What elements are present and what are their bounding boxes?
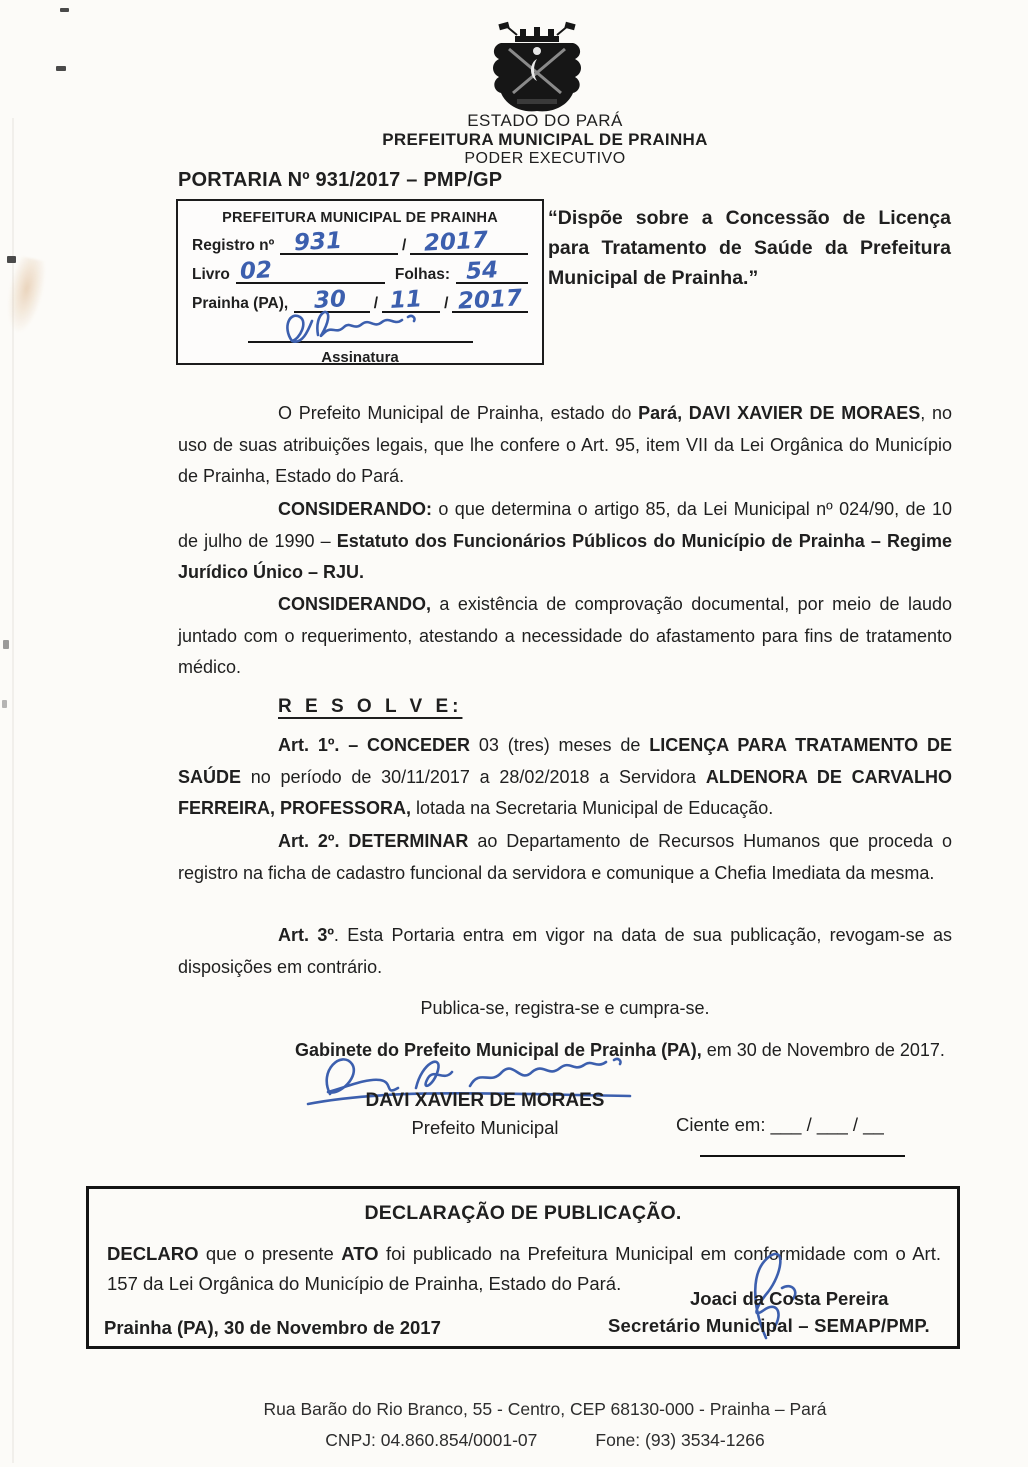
footer-address: Rua Barão do Rio Branco, 55 - Centro, CEP 68130-000 - Prainha – Pará (263, 1399, 827, 1419)
ciente-em-field: Ciente em: ___ / ___ / __ (676, 1114, 884, 1135)
registro-number-handwritten: 931 (293, 227, 343, 257)
stamp-signature-handwriting (278, 301, 428, 345)
stamp-signature-line (248, 315, 473, 343)
livro-handwritten: 02 (239, 257, 273, 285)
ciente-signature-line (700, 1155, 905, 1157)
document-title: PORTARIA Nº 931/2017 – PMP/GP (178, 169, 503, 191)
epigraph: “Dispõe sobre a Concessão de Licença para Tratamento de Saúde da Prefeitura Municipal de Prainha.” (548, 207, 951, 289)
page-footer (60, 1394, 1028, 1456)
footer-phone: Fone: (93) 3534-1266 (595, 1430, 765, 1450)
paragraph-considerando-1: CONSIDERANDO: o que determina o artigo 85, da Lei Municipal nº 024/90, de 10 de julho de 1990 – Estatuto dos Funcionários Públicos do Município de Prainha – Regime Jurídico Único – RJU. (178, 499, 953, 582)
paragraph-art-2: Art. 2º. DETERMINAR ao Departamento de Recursos Humanos que proceda o registro na ficha de cadastro funcional da servidora e comunique a Chefia Imediata da mesma. (178, 831, 952, 883)
coat-of-arms-icon (487, 21, 587, 113)
footer-contact-row (60, 1425, 1028, 1456)
letterhead-state: ESTADO DO PARÁ (467, 111, 623, 130)
paper-stain (0, 255, 49, 336)
assinatura-label: Assinatura (321, 349, 399, 366)
scan-speck (3, 640, 9, 649)
livro-label: Livro (192, 266, 230, 283)
stamp-title: PREFEITURA MUNICIPAL DE PRAINHA (222, 210, 498, 226)
declaration-text: DECLARO que o presente ATO foi publicado na Prefeitura Municipal em conformidade com o Art. 157 da Lei Orgânica do Município de Prainha, Estado do Pará. (107, 1243, 941, 1294)
stamp-row-registro (192, 226, 528, 255)
registro-separator: / (402, 237, 407, 254)
letterhead (60, 111, 1028, 168)
date-month-handwritten: 11 (389, 286, 423, 314)
registro-year-field (410, 229, 528, 255)
stamp-place-label: Prainha (PA), (192, 295, 289, 312)
secretary-role: Secretário Municipal – SEMAP/PMP. (608, 1315, 930, 1336)
registration-stamp-box (176, 199, 544, 365)
registro-number-field (280, 229, 398, 255)
mayor-name: DAVI XAVIER DE MORAES (365, 1090, 605, 1111)
declaration-title: DECLARAÇÃO DE PUBLICAÇÃO. (364, 1202, 682, 1224)
resolve-heading: R E S O L V E: (278, 696, 463, 717)
date-year-field (452, 287, 528, 313)
livro-field (236, 258, 385, 284)
date-year-handwritten: 2017 (457, 285, 524, 315)
letterhead-branch: PODER EXECUTIVO (464, 150, 626, 167)
paragraph-art-3: Art. 3º. Esta Portaria entra em vigor na data de sua publicação, revogam-se as disposições em contrário. (178, 925, 952, 977)
footer-cnpj: CNPJ: 04.860.854/0001-07 (325, 1430, 538, 1450)
letterhead-municipality: PREFEITURA MUNICIPAL DE PRAINHA (382, 130, 708, 149)
paragraph-gabinete: Gabinete do Prefeito Municipal de Prainha (PA), em 30 de Novembro de 2017. (295, 1040, 945, 1060)
scan-speck (7, 256, 16, 263)
date-separator-1: / (373, 295, 379, 312)
folhas-handwritten: 54 (465, 257, 499, 285)
scan-speck (56, 66, 66, 71)
paragraph-considerando-2: CONSIDERANDO, a existência de comprovação documental, por meio de laudo juntado com o requerimento, atestando a necessidade do afastamento para fins de tratamento médico. (178, 594, 952, 677)
secretary-name: Joaci da Costa Pereira (690, 1288, 889, 1309)
paragraph-art-1: Art. 1º. – CONCEDER 03 (tres) meses de LICENÇA PARA TRATAMENTO DE SAÚDE no período de 30/11/2017 a 28/02/2018 a Servidora ALDENORA DE CARVALHO FERREIRA, PROFESSORA, lotada na Secretaria Municipal de Educação. (178, 735, 953, 818)
scan-speck (60, 8, 69, 12)
scan-speck (2, 700, 7, 708)
folhas-field (456, 258, 528, 284)
registro-label: Registro nº (192, 237, 275, 254)
registro-year-handwritten: 2017 (423, 227, 489, 257)
date-separator-2: / (444, 295, 449, 312)
folhas-label: Folhas: (394, 266, 450, 283)
mayor-role: Prefeito Municipal (411, 1117, 559, 1138)
stamp-signature-row (178, 315, 542, 366)
declaration-place-date: Prainha (PA), 30 de Novembro de 2017 (104, 1317, 441, 1338)
paragraph-preamble: O Prefeito Municipal de Prainha, estado do Pará, DAVI XAVIER DE MORAES, no uso de suas atribuições legais, que lhe confere o Art. 95, item VII da Lei Orgânica do Município de Prainha, Estado do Pará. (178, 403, 952, 486)
publish-clause: Publica-se, registra-se e cumpra-se. (420, 998, 710, 1018)
stamp-row-livro-folhas (192, 255, 528, 284)
date-day-handwritten: 30 (313, 286, 347, 314)
